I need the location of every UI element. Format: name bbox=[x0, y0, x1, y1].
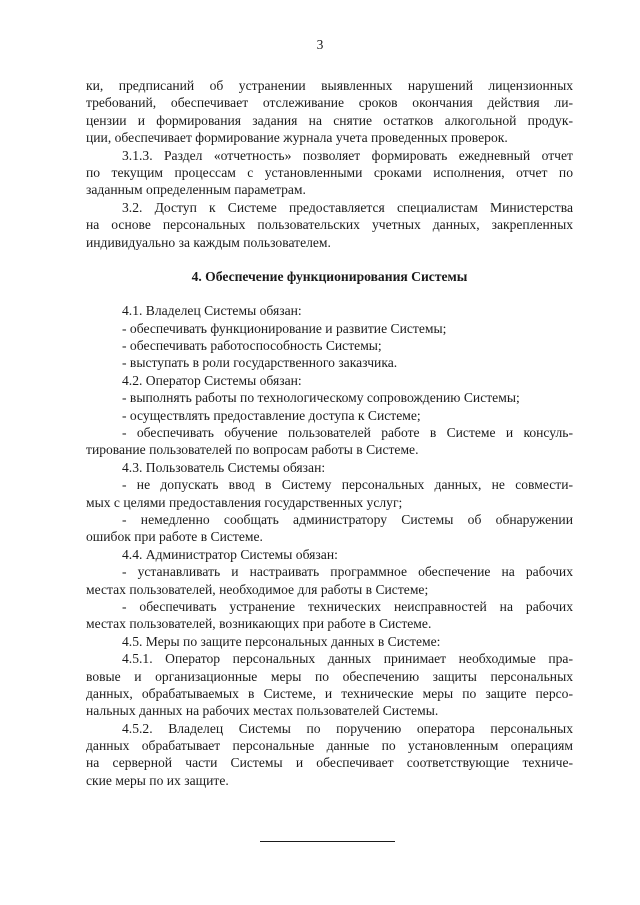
text-line: 4.3. Пользователь Системы обязан: bbox=[122, 459, 326, 475]
document-body bbox=[86, 77, 573, 789]
list-item: - выступать в роли государственного заказчика. bbox=[122, 355, 398, 371]
text-line: местах пользователей, необходимое для работы в Системе; bbox=[86, 581, 429, 597]
text-line: требований, обеспечивает отслеживание сроков окончания действия ли- bbox=[86, 95, 573, 111]
paragraph-4-4 bbox=[86, 546, 573, 633]
text-line: цензии и формирования задания на снятие остатков алкогольной продук- bbox=[86, 112, 573, 128]
list-item: - обеспечивать обучение пользователей работе в Системе и консуль- bbox=[122, 425, 573, 441]
end-separator-line bbox=[260, 841, 395, 842]
paragraph-4-2 bbox=[86, 372, 573, 459]
text-line: индивидуально за каждым пользователем. bbox=[86, 234, 331, 250]
text-line: вовые и организационные меры по обеспечению защиты персональных bbox=[86, 668, 573, 684]
text-line: 4.5.2. Владелец Системы по поручению оператора персональных bbox=[122, 720, 573, 736]
paragraph-3-1-3 bbox=[86, 147, 573, 199]
text-line: тирование пользователей по вопросам работы в Системе. bbox=[86, 442, 419, 458]
paragraph-4-5-2 bbox=[86, 720, 573, 790]
paragraph-3-2 bbox=[86, 199, 573, 251]
paragraph-4-5-1 bbox=[86, 650, 573, 720]
list-item: - обеспечивать устранение технических неисправностей на рабочих bbox=[122, 598, 573, 614]
paragraph-4-3 bbox=[86, 459, 573, 546]
text-line: 4.1. Владелец Системы обязан: bbox=[122, 303, 302, 319]
text-line: мых с целями предоставления государственных услуг; bbox=[86, 494, 403, 510]
text-line: данных, обрабатываемых в Системе, и технические меры по защите персо- bbox=[86, 685, 573, 701]
list-item: - не допускать ввод в Систему персональных данных, не совмести- bbox=[122, 477, 573, 493]
text-line: ции, обеспечивает формирование журнала учета проведенных проверок. bbox=[86, 130, 508, 146]
list-item: - устанавливать и настраивать программное обеспечение на рабочих bbox=[122, 564, 573, 580]
text-line: по текущим процессам с установленными сроками исполнения, отчет по bbox=[86, 164, 573, 180]
list-item: - выполнять работы по технологическому сопровождению Системы; bbox=[122, 390, 520, 406]
list-item: - обеспечивать работоспособность Системы; bbox=[122, 338, 382, 354]
text-line: 3.1.3. Раздел «отчетность» позволяет формировать ежедневный отчет bbox=[122, 147, 573, 163]
text-line: нальных данных на рабочих местах пользователей Системы. bbox=[86, 703, 439, 719]
text-line: ки, предписаний об устранении выявленных нарушений лицензионных bbox=[86, 78, 573, 93]
list-item: - немедленно сообщать администратору Системы об обнаружении bbox=[122, 511, 573, 527]
list-item: - обеспечивать функционирование и развитие Системы; bbox=[122, 320, 447, 336]
text-line: 4.4. Администратор Системы обязан: bbox=[122, 546, 338, 562]
text-line: на основе персональных пользовательских учетных данных, закрепленных bbox=[86, 217, 573, 233]
text-line: 4.5.1. Оператор персональных данных принимает необходимые пра- bbox=[122, 651, 573, 667]
text-line: 3.2. Доступ к Системе предоставляется специалистам Министерства bbox=[122, 199, 573, 215]
section-heading: 4. Обеспечение функционирования Системы bbox=[191, 268, 468, 284]
text-line: местах пользователей, возникающих при работе в Системе. bbox=[86, 616, 432, 632]
paragraph-intro-continuation bbox=[86, 77, 573, 147]
text-line: заданным определенным параметрам. bbox=[86, 182, 306, 198]
paragraph-4-5 bbox=[86, 633, 573, 650]
text-line: ошибок при работе в Системе. bbox=[86, 529, 263, 545]
page-number: 3 bbox=[316, 37, 324, 52]
text-line: 4.2. Оператор Системы обязан: bbox=[122, 372, 302, 388]
text-line: 4.5. Меры по защите персональных данных в Системе: bbox=[122, 633, 441, 649]
text-line: данных обрабатывает персональные данные по установленным операциям bbox=[86, 738, 573, 754]
paragraph-4-1 bbox=[86, 302, 573, 372]
text-line: на серверной части Системы и обеспечивает соответствующие техниче- bbox=[86, 755, 573, 771]
list-item: - осуществлять предоставление доступа к Системе; bbox=[122, 407, 421, 423]
text-line: ские меры по их защите. bbox=[86, 772, 229, 788]
